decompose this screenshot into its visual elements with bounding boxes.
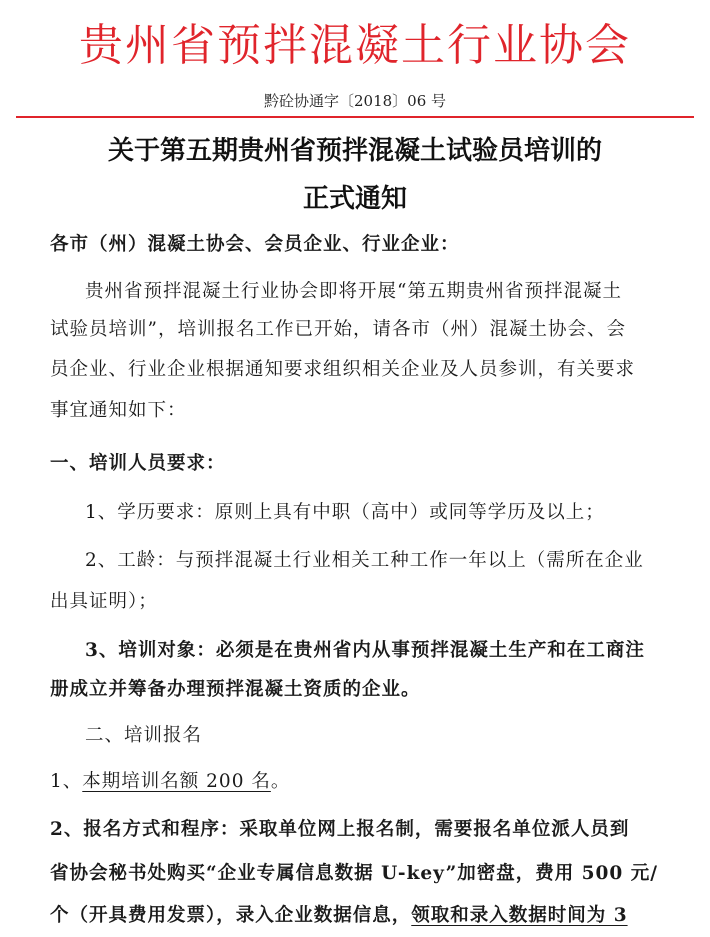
registration-line-3-text: 个（开具费用发票），录入企业数据信息， [50,905,412,926]
intro-line-4: 事宜通知如下： [50,400,187,421]
requirement-work-years-line-2: 出具证明）； [50,591,158,612]
intro-line-3: 员企业、行业企业根据通知要求组织相关企业及人员参训，有关要求 [50,359,636,380]
registration-line-3 [50,897,670,935]
quota-text: 本期培训名额 200 名 [82,771,271,792]
requirement-work-years-line-1: 2、工龄：与预拌混凝土行业相关工种工作一年以上（需所在企业 [85,550,644,571]
intro-line-2: 试验员培训”，培训报名工作已开始，请各市（州）混凝土协会、会 [50,319,626,340]
registration-deadline-text: 领取和录入数据时间为 3 [411,905,628,926]
section-2-heading: 二、培训报名 [85,725,203,746]
quota-prefix: 1、 [50,771,83,792]
registration-line-2: 省协会秘书处购买“企业专属信息数据 U-key”加密盘，费用 500 元/ [50,863,658,884]
section-1-heading: 一、培训人员要求： [50,453,226,474]
requirement-education: 1、学历要求：原则上具有中职（高中）或同等学历及以上； [85,502,605,523]
quota-line [50,763,670,801]
quota-suffix: 。 [270,771,291,792]
notice-title-line-1: 关于第五期贵州省预拌混凝土试验员培训的 [107,136,602,166]
requirement-target-line-1: 3、培训对象：必须是在贵州省内从事预拌混凝土生产和在工商注 [85,640,645,661]
requirement-target-line-2: 册成立并筹备办理预拌混凝土资质的企业。 [50,679,421,700]
header-divider [16,116,694,118]
salutation: 各市（州）混凝土协会、会员企业、行业企业： [50,234,460,255]
document-number: 黔砼协通字〔2018〕06 号 [263,92,447,110]
org-title: 贵州省预拌混凝土行业协会 [79,20,631,71]
registration-line-1: 2、报名方式和程序：采取单位网上报名制，需要报名单位派人员到 [50,819,630,840]
intro-line-1: 贵州省预拌混凝土行业协会即将开展“第五期贵州省预拌混凝土 [85,281,622,302]
notice-title-line-2: 正式通知 [302,184,407,214]
